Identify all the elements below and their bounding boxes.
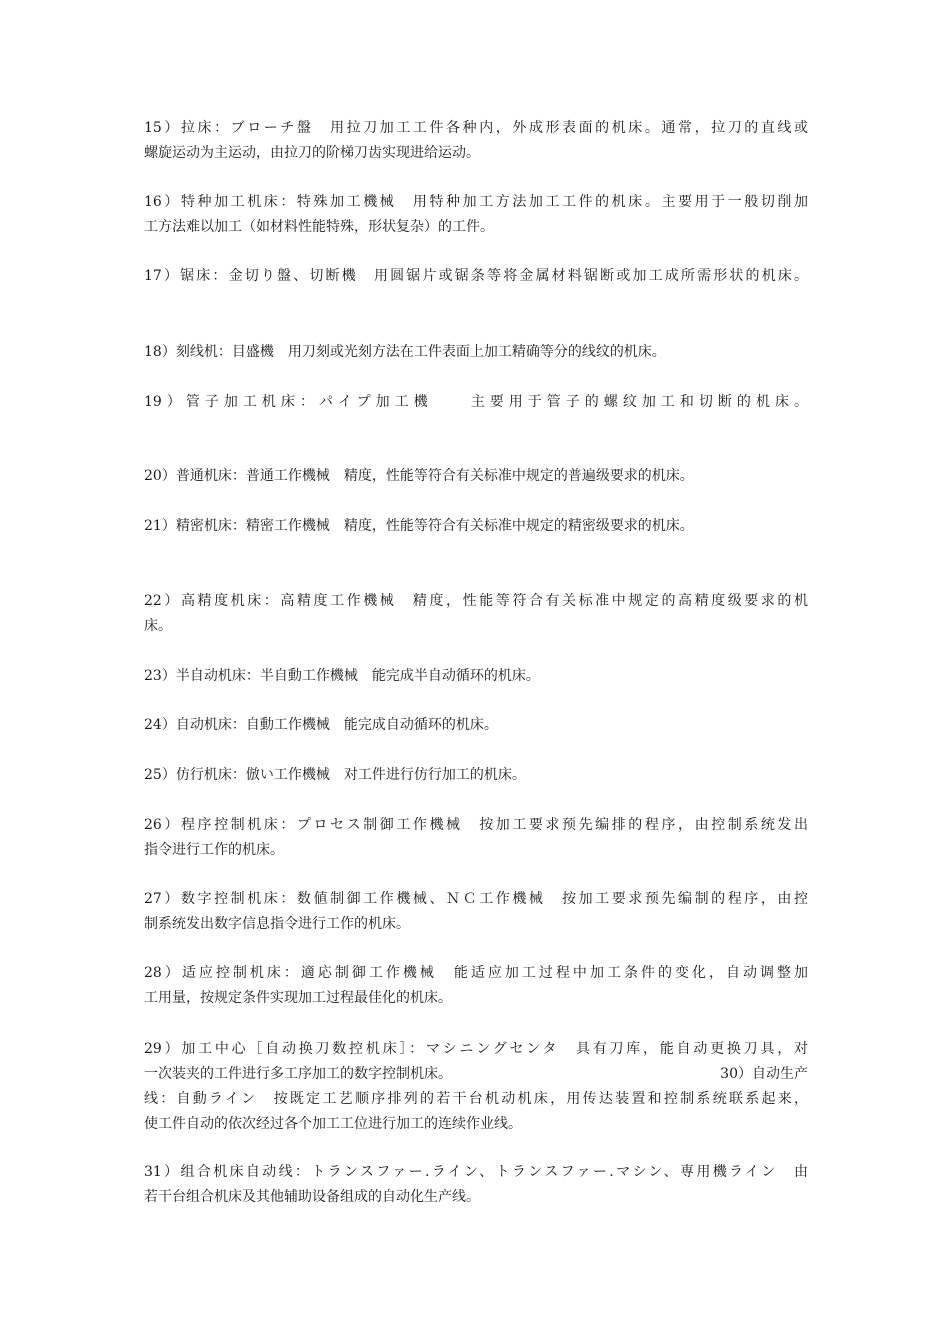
paragraph-line: 线：自動ライン 按既定工艺顺序排列的若干台机动机床，用传达装置和控制系统联系起来， [144, 1091, 808, 1107]
paragraph-line: 24）自动机床：自動工作機械 能完成自动循环的机床。 [144, 717, 498, 733]
paragraph-line: 22）高精度机床：高精度工作機械 精度，性能等符合有关标准中规定的高精度级要求的机 [144, 593, 808, 609]
paragraph-15 [144, 116, 808, 166]
paragraph-line: 使工件自动的依次经过各个加工工位进行加工的连续作业线。 [144, 1116, 522, 1132]
paragraph-line: 29）加工中心［自动换刀数控机床］：マシニングセンタ 具有刀库，能自动更换刀具，对 [144, 1041, 808, 1057]
paragraph-27 [144, 887, 808, 937]
paragraph-line: 25）仿行机床：倣い工作機械 对工件进行仿行加工的机床。 [144, 767, 526, 783]
paragraph-line: 28）适应控制机床：適応制御工作機械 能适应加工过程中加工条件的变化，自动调整加 [144, 965, 808, 981]
paragraph-line: 制系统发出数字信息指令进行工作的机床。 [144, 916, 410, 932]
paragraph-line: 16）特种加工机床：特殊加工機械 用特种加工方法加工工件的机床。主要用于一般切削加 [144, 194, 808, 210]
paragraph-line-text: 一次装夹的工件进行多工序加工的数字控制机床。 [144, 1066, 452, 1082]
paragraph-20 [144, 464, 808, 489]
paragraph-31 [144, 1160, 808, 1210]
paragraph-line: 床。 [144, 618, 172, 634]
paragraph-line: 工用量，按规定条件实现加工过程最佳化的机床。 [144, 990, 452, 1006]
paragraph-22 [144, 589, 808, 639]
paragraph-line: 15）拉床：ブローチ盤 用拉刀加工工件各种内，外成形表面的机床。通常，拉刀的直线或 [144, 120, 808, 136]
paragraph-line: 20）普通机床：普通工作機械 精度，性能等符合有关标准中规定的普遍级要求的机床。 [144, 468, 694, 484]
paragraph-line-with-inline-heading [144, 1062, 808, 1087]
paragraph-line: 指令进行工作的机床。 [144, 842, 284, 858]
paragraph-line: 螺旋运动为主运动，由拉刀的阶梯刀齿实现进给运动。 [144, 145, 480, 161]
paragraph-28 [144, 961, 808, 1011]
paragraph-18 [144, 340, 808, 365]
inline-item-heading-30: 30）自动生产 [720, 1066, 808, 1082]
paragraph-line: 23）半自动机床：半自動工作機械 能完成半自动循环的机床。 [144, 668, 540, 684]
paragraph-line: 31）组合机床自动线：トランスファー.ライン、トランスファー.マシン、専用機ライン 由 [144, 1164, 808, 1180]
paragraph-16 [144, 190, 808, 240]
paragraph-24 [144, 713, 808, 738]
paragraph-21 [144, 514, 808, 539]
paragraph-25 [144, 763, 808, 788]
paragraph-line: 17）锯床：金切り盤、切断機 用圆锯片或锯条等将金属材料锯断或加工成所需形状的机床。 [144, 268, 808, 284]
paragraph-23 [144, 664, 808, 689]
paragraph-29-30 [144, 1037, 808, 1137]
paragraph-26 [144, 813, 808, 863]
paragraph-line: 21）精密机床：精密工作機械 精度，性能等符合有关标准中规定的精密级要求的机床。 [144, 518, 694, 534]
paragraph-line: 若干台组合机床及其他辅助设备组成的自动化生产线。 [144, 1189, 480, 1205]
paragraph-line: 18）刻线机：目盛機 用刀刻或光刻方法在工件表面上加工精确等分的线纹的机床。 [144, 344, 666, 360]
paragraph-line: 工方法难以加工（如材料性能特殊，形状复杂）的工件。 [144, 219, 494, 235]
paragraph-line: 26）程序控制机床：プロセス制御工作機械 按加工要求预先编排的程序，由控制系统发出 [144, 817, 808, 833]
paragraph-line: 19）管子加工机床：パイプ加工機 主要用于管子的螺纹加工和切断的机床。 [144, 394, 808, 410]
paragraph-19 [144, 390, 808, 415]
paragraph-line: 27）数字控制机床：数値制御工作機械、ＮＣ工作機械 按加工要求预先编制的程序，由控 [144, 891, 808, 907]
paragraph-17 [144, 264, 808, 289]
